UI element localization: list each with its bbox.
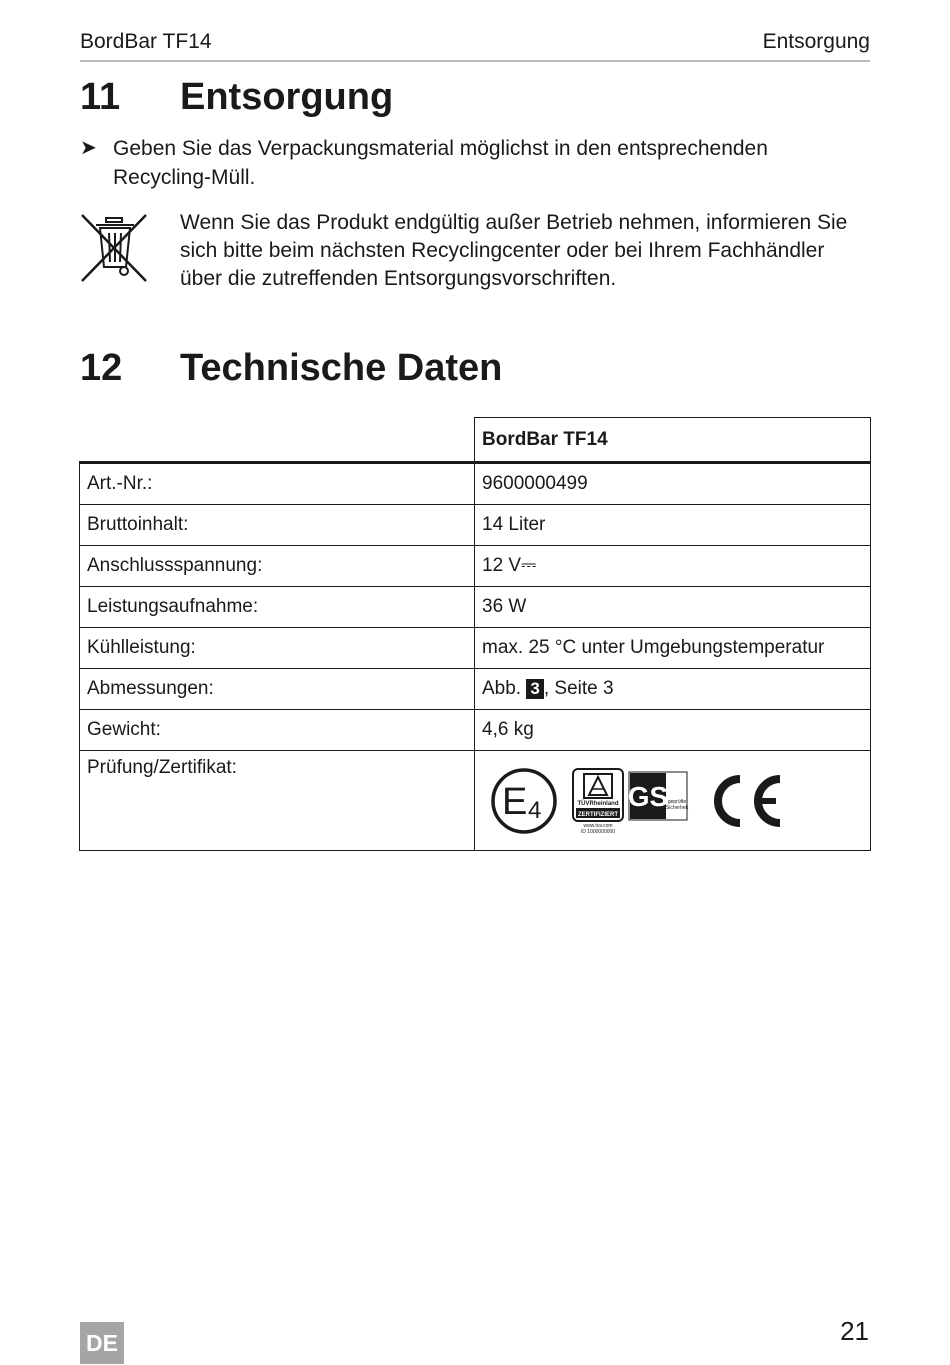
row-value: 14 Liter bbox=[475, 505, 871, 546]
figure-suffix: , Seite 3 bbox=[543, 678, 614, 699]
certificate-logos bbox=[475, 751, 871, 851]
figure-prefix: Abb. bbox=[482, 678, 522, 699]
row-label: Bruttoinhalt: bbox=[80, 505, 475, 546]
row-label: Leistungsaufnahme: bbox=[80, 587, 475, 628]
gs-caption-2: Sicherheit bbox=[665, 804, 689, 811]
table-row bbox=[80, 546, 871, 587]
bullet-text: Geben Sie das Verpackungsmaterial möglichst in den entsprechenden Recycling-Müll. bbox=[113, 137, 768, 189]
row-value: 12 V⎓ bbox=[475, 546, 871, 587]
page-header bbox=[80, 28, 870, 62]
header-chapter-name: Entsorgung bbox=[762, 30, 870, 53]
row-value: max. 25 °C unter Umgebungstemperatur bbox=[475, 628, 871, 669]
section-title: Technische Daten bbox=[180, 347, 503, 389]
table-row bbox=[80, 710, 871, 751]
gs-caption-1: geprüfte bbox=[667, 798, 687, 805]
bullet-arrow-icon: ➤ bbox=[80, 137, 97, 159]
table-row-certificate bbox=[80, 751, 871, 851]
ce-mark-icon bbox=[706, 773, 784, 829]
row-label: Anschlussspannung: bbox=[80, 546, 475, 587]
row-label: Gewicht: bbox=[80, 710, 475, 751]
section-number: 11 bbox=[80, 76, 121, 118]
page-number: 21 bbox=[840, 1316, 869, 1346]
gs-mark: GS bbox=[627, 780, 669, 812]
e4-mark-icon bbox=[490, 767, 558, 835]
language-tab: DE bbox=[80, 1322, 124, 1364]
tuv-stamp: ZERTIFIZIERT bbox=[578, 811, 618, 818]
table-row bbox=[80, 587, 871, 628]
header-product-name: BordBar TF14 bbox=[80, 30, 212, 53]
tuv-brand: TÜVRheinland bbox=[577, 800, 619, 807]
model-header: BordBar TF14 bbox=[475, 418, 871, 463]
figure-badge: 3 bbox=[526, 679, 543, 699]
disposal-instructions: Wenn Sie das Produkt endgültig außer Betrieb nehmen, informieren Sie sich bitte beim nächsten Recyclingcenter oder bei Ihrem Fachhändler über die zutreffenden Entsorgungsvorschriften. bbox=[180, 211, 848, 290]
tuv-url: www.tuv.com bbox=[583, 822, 613, 829]
e-mark-letter: E bbox=[502, 780, 528, 823]
row-value: 9600000499 bbox=[475, 463, 871, 505]
row-label: Prüfung/Zertifikat: bbox=[80, 751, 475, 851]
crossed-out-wheelie-bin-icon bbox=[80, 213, 150, 285]
tuv-gs-mark-icon bbox=[572, 768, 692, 834]
table-header-row bbox=[80, 418, 871, 463]
table-row bbox=[80, 669, 871, 710]
section-title: Entsorgung bbox=[180, 76, 394, 118]
table-row bbox=[80, 463, 871, 505]
row-value: 36 W bbox=[475, 587, 871, 628]
row-label: Kühlleistung: bbox=[80, 628, 475, 669]
row-label: Abmessungen: bbox=[80, 669, 475, 710]
section-number: 12 bbox=[80, 347, 123, 389]
technical-data-table bbox=[79, 417, 871, 851]
tuv-id: ID 1000000000 bbox=[580, 828, 616, 834]
row-value bbox=[475, 669, 871, 710]
table-row bbox=[80, 505, 871, 546]
e-mark-number: 4 bbox=[528, 796, 542, 824]
table-row bbox=[80, 628, 871, 669]
row-label: Art.-Nr.: bbox=[80, 463, 475, 505]
row-value: 4,6 kg bbox=[475, 710, 871, 751]
